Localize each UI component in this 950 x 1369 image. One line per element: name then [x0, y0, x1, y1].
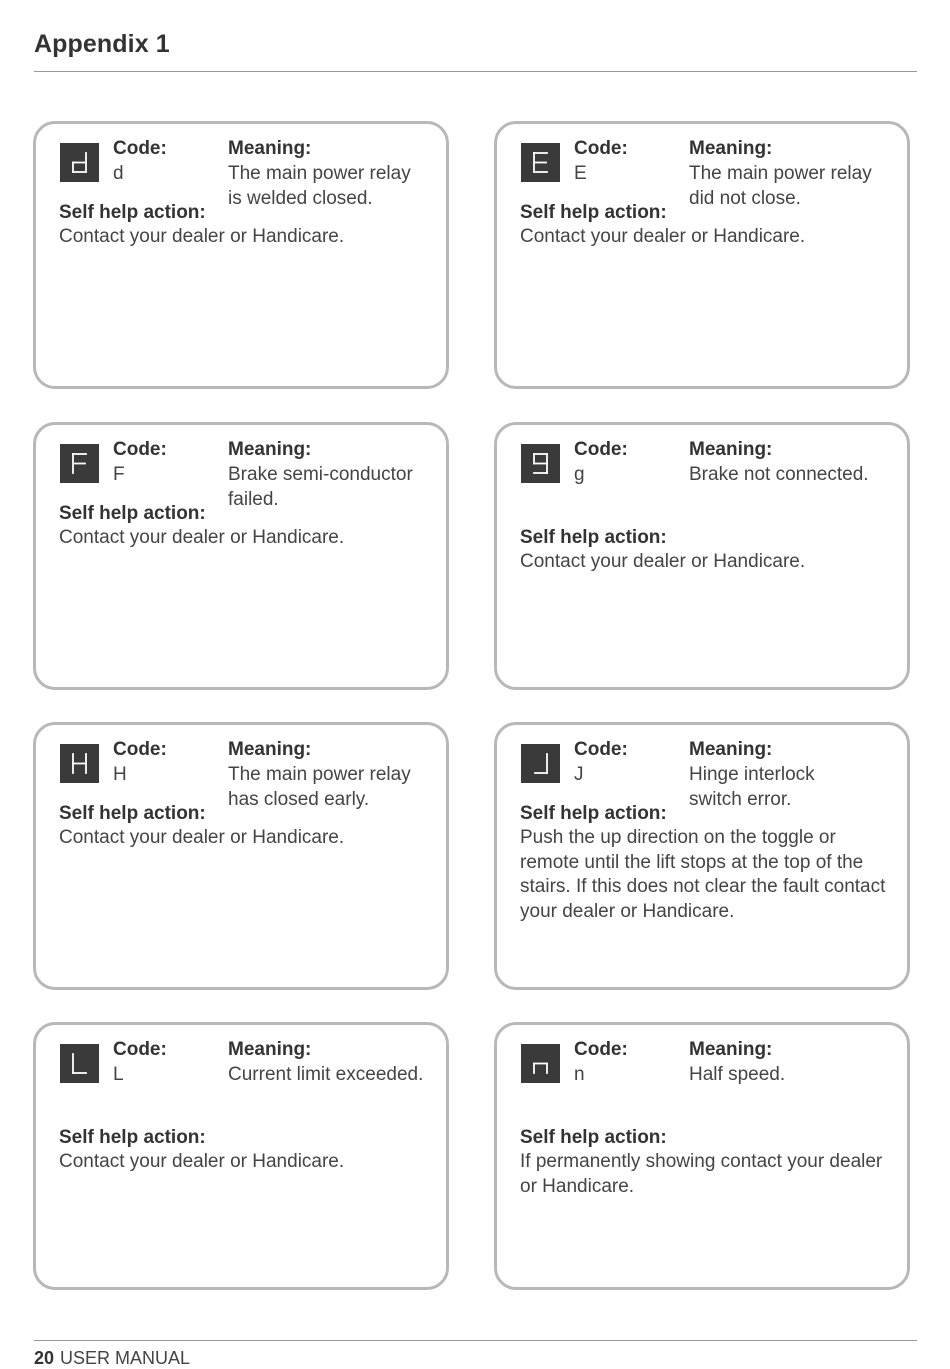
h-display-icon [60, 744, 99, 783]
code-value: F [113, 464, 125, 485]
error-code-card [494, 121, 910, 389]
meaning-label: Meaning: [228, 1039, 312, 1060]
page-number: 20 [34, 1348, 55, 1368]
self-help-label: Self help action: [59, 202, 206, 223]
code-label: Code: [574, 739, 628, 760]
meaning-value: The main power relay did not close. [689, 163, 872, 209]
page-footer [34, 1348, 190, 1369]
code-label: Code: [113, 739, 167, 760]
meaning-label: Meaning: [689, 439, 773, 460]
meaning-value: The main power relay has closed early. [228, 764, 411, 810]
self-help-value: Push the up direction on the toggle or remote until the lift stops at the top of the stairs. If this does not clear the fault contact your dealer or Handicare. [520, 827, 886, 922]
error-code-card [33, 422, 449, 690]
meaning-label: Meaning: [689, 138, 773, 159]
meaning-value: Hinge interlock switch error. [689, 764, 815, 810]
d-display-icon [60, 143, 99, 182]
code-label: Code: [113, 439, 167, 460]
meaning-label: Meaning: [228, 739, 312, 760]
error-code-card [494, 422, 910, 690]
self-help-label: Self help action: [520, 527, 667, 548]
self-help-label: Self help action: [520, 202, 667, 223]
error-code-card [33, 121, 449, 389]
meaning-value: Brake not connected. [689, 464, 869, 485]
meaning-label: Meaning: [228, 439, 312, 460]
self-help-label: Self help action: [59, 803, 206, 824]
code-value: H [113, 764, 127, 785]
meaning-label: Meaning: [689, 1039, 773, 1060]
self-help-label: Self help action: [59, 1127, 206, 1148]
self-help-label: Self help action: [59, 503, 206, 524]
self-help-value: Contact your dealer or Handicare. [59, 1151, 345, 1172]
self-help-value: Contact your dealer or Handicare. [59, 226, 345, 247]
j-display-icon [521, 744, 560, 783]
self-help-value: Contact your dealer or Handicare. [59, 827, 345, 848]
page-title: Appendix 1 [34, 30, 170, 58]
l-display-icon [60, 1044, 99, 1083]
code-value: d [113, 163, 124, 184]
self-help-value: Contact your dealer or Handicare. [520, 551, 806, 572]
code-value: E [574, 163, 587, 184]
meaning-label: Meaning: [228, 138, 312, 159]
error-code-card [494, 1022, 910, 1290]
code-value: L [113, 1064, 124, 1085]
self-help-value: Contact your dealer or Handicare. [520, 226, 806, 247]
error-code-card [33, 722, 449, 990]
code-value: J [574, 764, 584, 785]
meaning-value: Brake semi-conductor failed. [228, 464, 413, 510]
error-code-card [33, 1022, 449, 1290]
meaning-value: Half speed. [689, 1064, 786, 1085]
footer-divider [34, 1340, 917, 1341]
f-display-icon [60, 444, 99, 483]
g-display-icon [521, 444, 560, 483]
error-code-card [494, 722, 910, 990]
title-divider [34, 71, 917, 72]
self-help-value: If permanently showing contact your dealer or Handicare. [520, 1151, 883, 1197]
e-display-icon [521, 143, 560, 182]
footer-label: USER MANUAL [60, 1348, 191, 1368]
meaning-value: Current limit exceeded. [228, 1064, 424, 1085]
meaning-label: Meaning: [689, 739, 773, 760]
code-label: Code: [574, 138, 628, 159]
code-label: Code: [113, 1039, 167, 1060]
n-display-icon [521, 1044, 560, 1083]
self-help-label: Self help action: [520, 1127, 667, 1148]
code-value: g [574, 464, 585, 485]
code-value: n [574, 1064, 585, 1085]
meaning-value: The main power relay is welded closed. [228, 163, 411, 209]
code-label: Code: [574, 1039, 628, 1060]
self-help-value: Contact your dealer or Handicare. [59, 527, 345, 548]
self-help-label: Self help action: [520, 803, 667, 824]
code-label: Code: [574, 439, 628, 460]
code-label: Code: [113, 138, 167, 159]
